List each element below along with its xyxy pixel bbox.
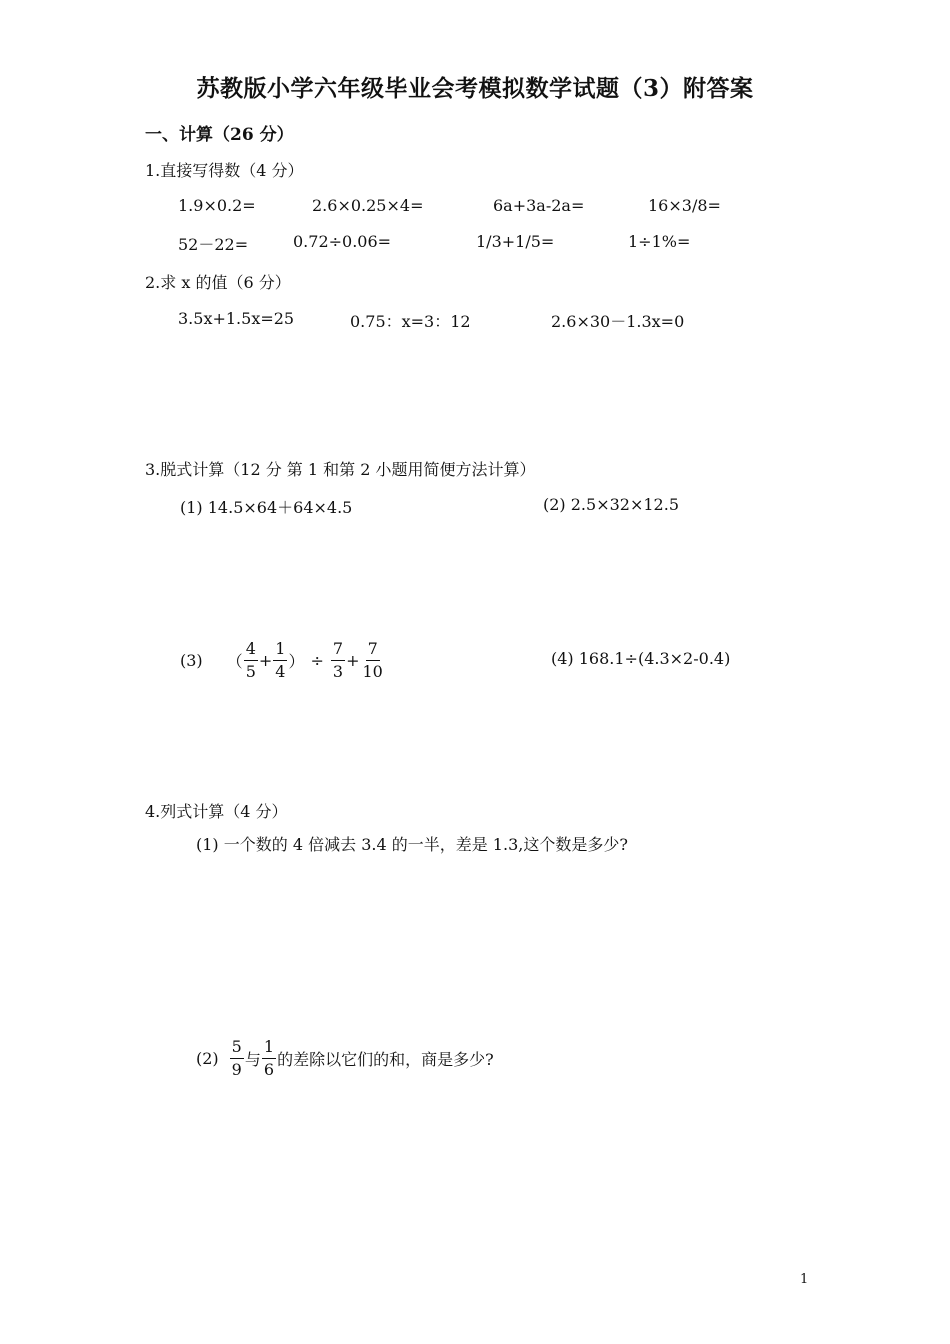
q4-part-2 xyxy=(196,1034,494,1082)
q2-equation-3: 2.6×30－1.3x=0 xyxy=(551,312,685,331)
q1-item-3: 6a+3a-2a= xyxy=(493,196,585,215)
section-heading-calculation: 一、计算（26 分） xyxy=(145,125,294,145)
q1-item-1: 1.9×0.2= xyxy=(178,196,256,215)
q1-item-5: 52－22= xyxy=(178,235,249,254)
q1-item-2: 2.6×0.25×4= xyxy=(312,196,424,215)
q3-part-1: (1) 14.5×64＋64×4.5 xyxy=(180,498,353,517)
question-1-heading: 1.直接写得数（4 分） xyxy=(145,161,304,180)
page-number: 1 xyxy=(800,1272,809,1287)
plus-sign: + xyxy=(258,650,273,670)
plus-sign: + xyxy=(346,650,360,670)
fraction-1-6: $\frac{1}{6}$ xyxy=(263,1036,275,1079)
question-3-heading: 3.脱式计算（12 分 第 1 和第 2 小题用简便方法计算） xyxy=(145,460,536,479)
fraction-7-10: $\frac{7}{10}$ xyxy=(362,638,383,681)
q1-item-6: 0.72÷0.06= xyxy=(293,232,392,251)
q1-item-8: 1÷1%= xyxy=(628,232,691,251)
divide-sign: ÷ xyxy=(310,650,324,670)
q3-part-4: (4) 168.1÷(4.3×2-0.4) xyxy=(551,649,731,668)
q4-part-1: (1) 一个数的 4 倍减去 3.4 的一半，差是 1.3,这个数是多少? xyxy=(196,835,628,854)
question-4-heading: 4.列式计算（4 分） xyxy=(145,802,288,821)
fraction-1-4: $\frac{1}{4}$ xyxy=(275,638,286,681)
fraction-7-3: $\frac{7}{3}$ xyxy=(332,638,344,681)
left-paren: （ xyxy=(226,651,243,671)
fraction-4-5: $\frac{4}{5}$ xyxy=(245,638,256,681)
page-title: 苏教版小学六年级毕业会考模拟数学试题（3）附答案 xyxy=(196,75,754,102)
right-paren: ） xyxy=(288,651,305,671)
q1-item-7: 1/3+1/5= xyxy=(476,232,555,251)
fraction-5-9: $\frac{5}{9}$ xyxy=(231,1036,242,1079)
question-2-heading: 2.求 x 的值（6 分） xyxy=(145,273,291,292)
q3-part-3-label: (3) xyxy=(180,650,203,670)
q1-item-4: 16×3/8= xyxy=(648,196,721,215)
q2-equation-2: 0.75：x=3：12 xyxy=(350,312,471,331)
q3-part-3 xyxy=(180,636,386,684)
q3-part-2: (2) 2.5×32×12.5 xyxy=(543,495,679,514)
q4-part-2-text: 的差除以它们的和，商是多少? xyxy=(277,1049,494,1069)
q4-part-2-label: (2) xyxy=(196,1048,219,1068)
q2-equation-1: 3.5x+1.5x=25 xyxy=(178,309,295,328)
with-word: 与 xyxy=(244,1049,261,1069)
